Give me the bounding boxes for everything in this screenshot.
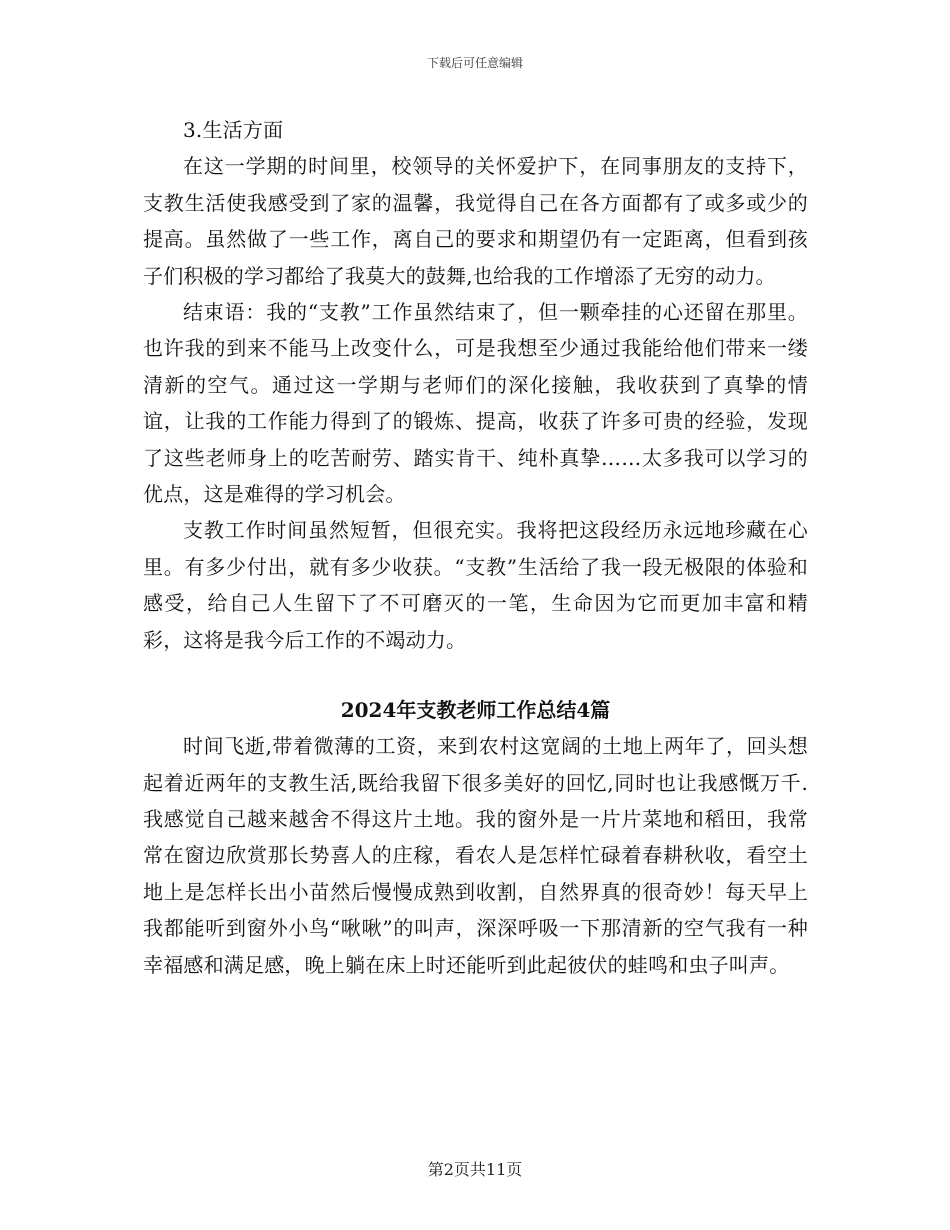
- page-footer: 第2页共11页: [427, 1160, 523, 1179]
- paragraph-life: 在这一学期的时间里，校领导的关怀爱护下，在同事朋友的支持下，支教生活使我感受到了家的温馨，我觉得自己在各方面都有了或多或少的提高。虽然做了一些工作，离自己的要求和期望仍有一定距离，但看到孩子们积极的学习都给了我莫大的鼓舞,也给我的工作增添了无穷的动力。: [143, 154, 808, 288]
- page-header: 下载后可任意编辑: [426, 56, 523, 70]
- document-title: 2024年支教老师工作总结4篇: [340, 698, 611, 723]
- paragraph-closing: 支教工作时间虽然短暂，但很充实。我将把这段经历永远地珍藏在心里。有多少付出，就有多少收获。“支教”生活给了我一段无极限的体验和感受，给自己人生留下了不可磨灭的一笔，生命因为它而更加丰富和精彩，这将是我今后工作的不竭动力。: [143, 518, 808, 652]
- paragraph-intro: 时间飞逝,带着微薄的工资，来到农村这宽阔的土地上两年了，回头想起着近两年的支教生活,既给我留下很多美好的回忆,同时也让我感慨万千.我感觉自己越来越舍不得这片土地。我的窗外是一片片菜地和稻田，我常常在窗边欣赏那长势喜人的庄稼，看农人是怎样忙碌着春耕秋收，看空土地上是怎样长出小苗然后慢慢成熟到收割，自然界真的很奇妙！每天早上我都能听到窗外小鸟“啾啾”的叫声，深深呼吸一下那清新的空气我有一种幸福感和满足感，晚上躺在床上时还能听到此起彼伏的蛙鸣和虫子叫声。: [143, 734, 808, 977]
- document-body: [143, 112, 808, 983]
- section-heading-life: 3.生活方面: [183, 118, 284, 142]
- paragraph-conclusion: 结束语：我的“支教”工作虽然结束了，但一颗牵挂的心还留在那里。也许我的到来不能马上改变什么，可是我想至少通过我能给他们带来一缕清新的空气。通过这一学期与老师们的深化接触，我收获到了真挚的情谊，让我的工作能力得到了的锻炼、提高，收获了许多可贵的经验，发现了这些老师身上的吃苦耐劳、踏实肯干、纯朴真挚……太多我可以学习的优点，这是难得的学习机会。: [143, 300, 808, 507]
